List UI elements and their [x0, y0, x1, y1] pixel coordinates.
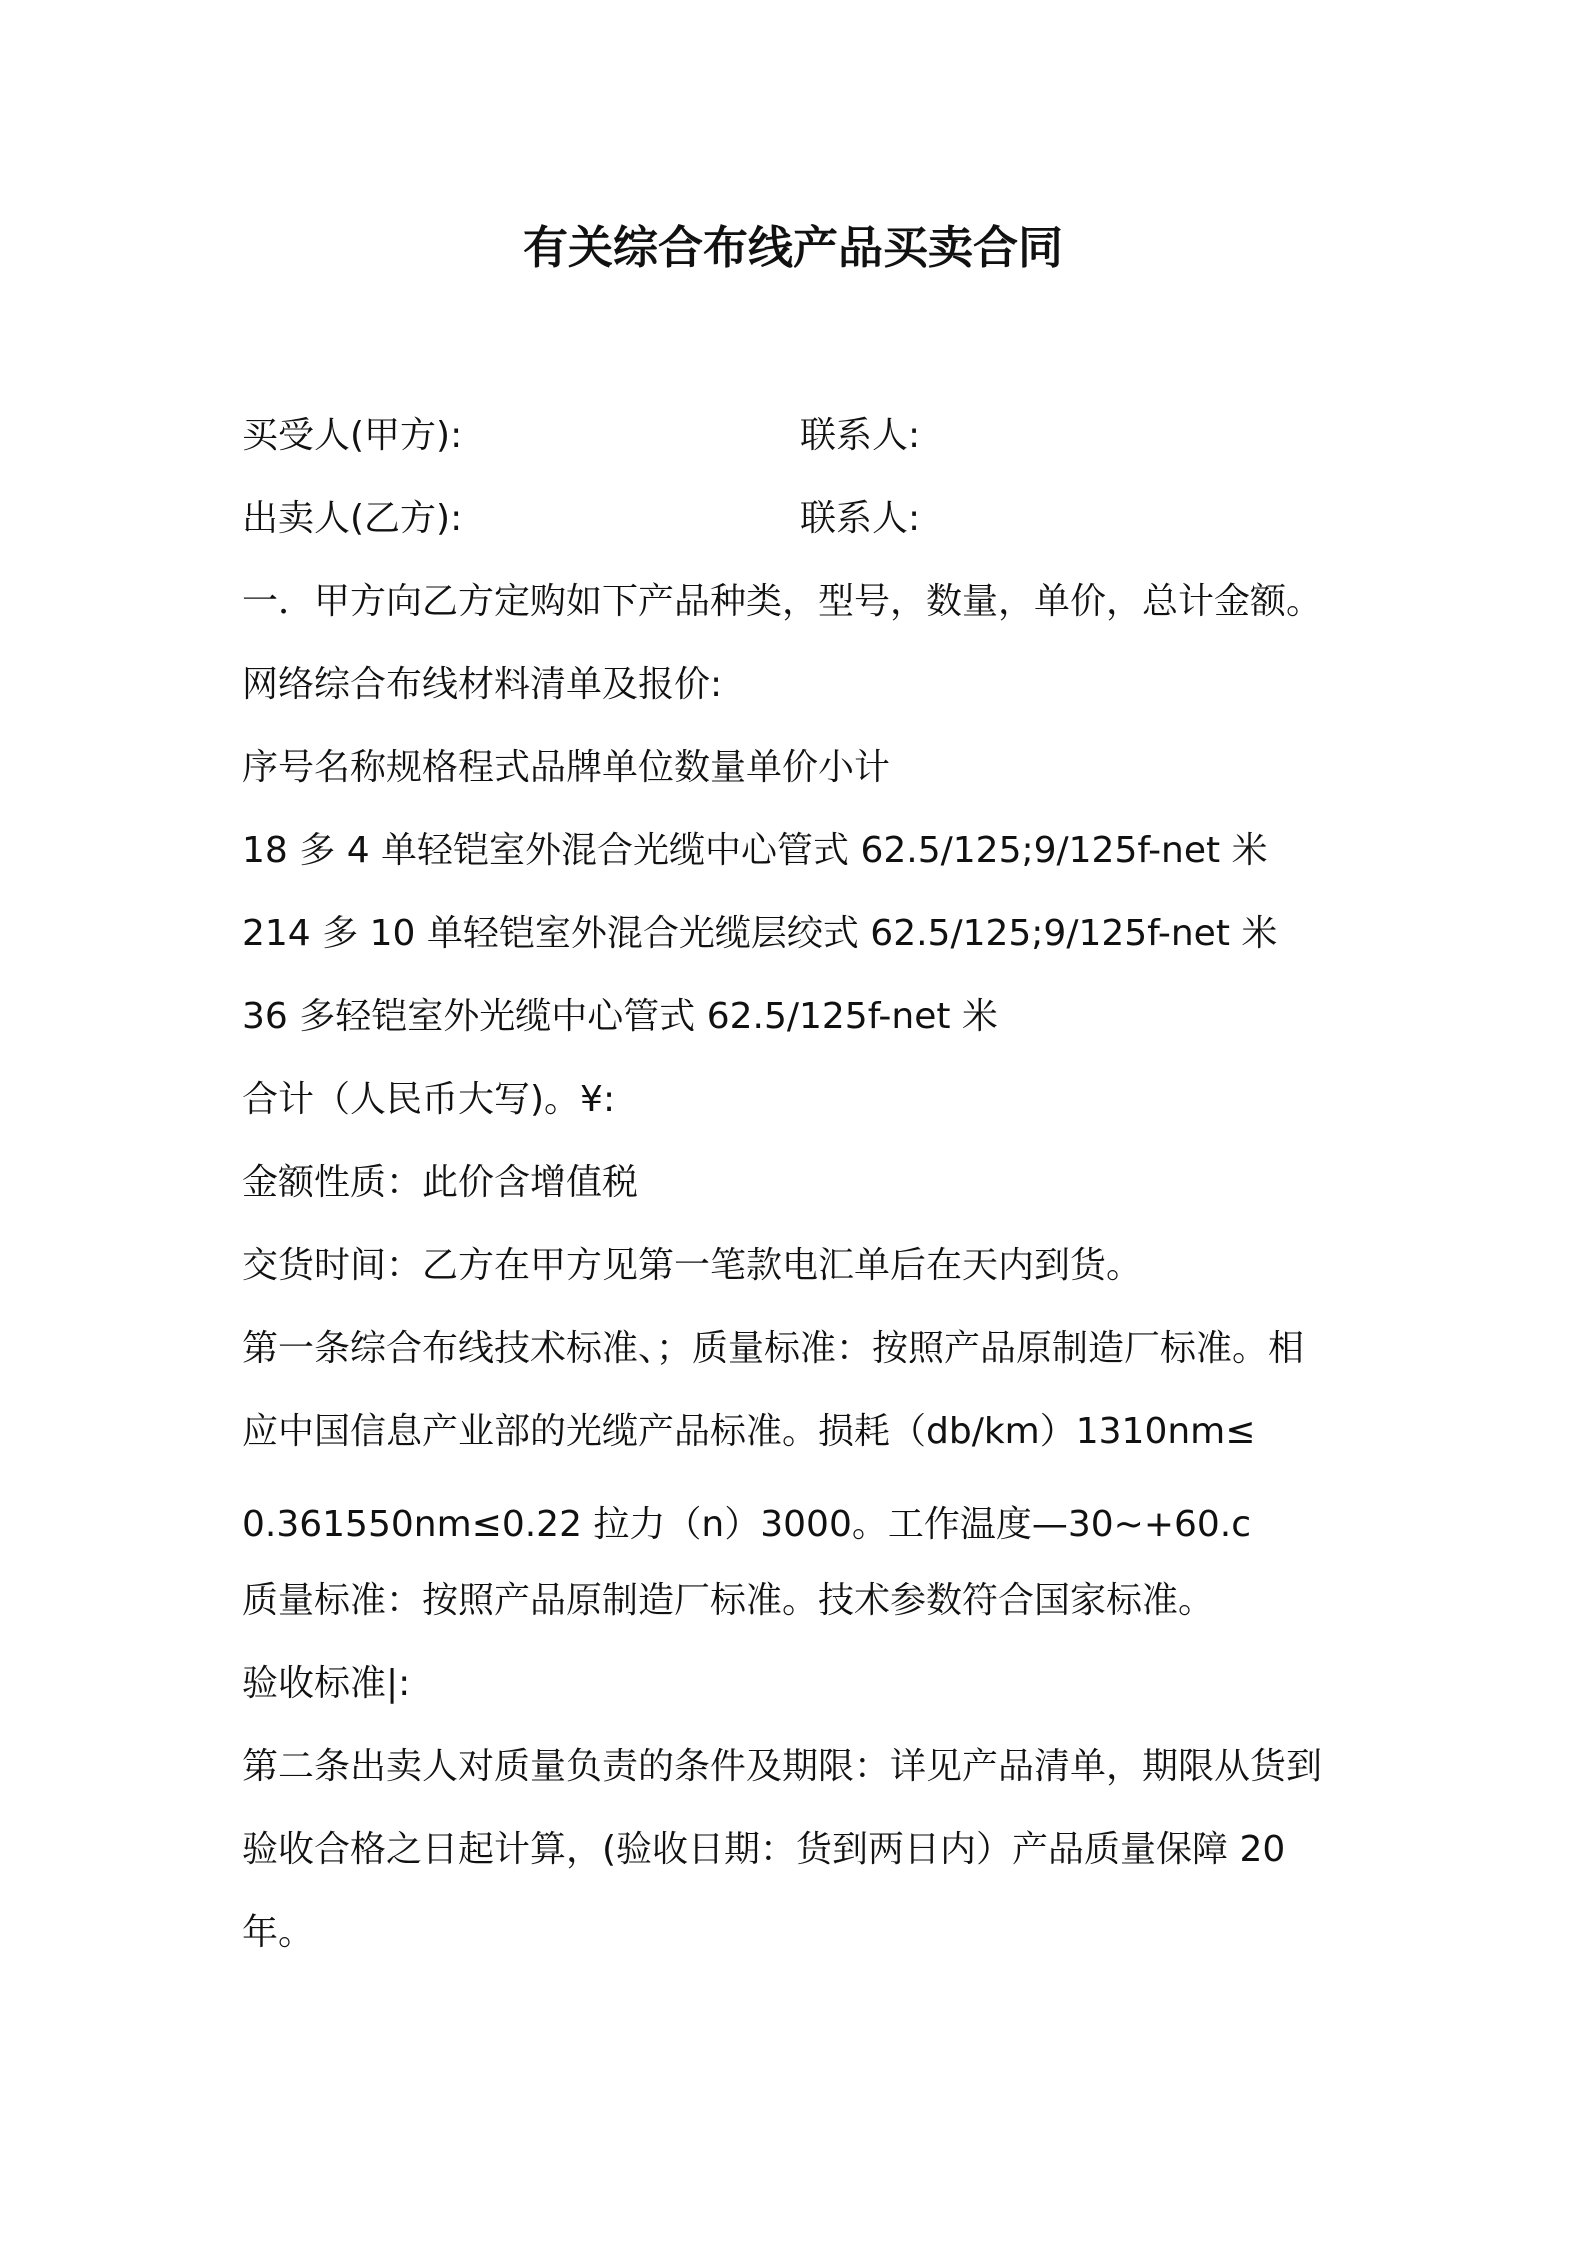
- buyer-label: 买受人(甲方):: [242, 415, 463, 456]
- article-two-line-1: 第二条出卖人对质量负责的条件及期限：详见产品清单，期限从货到: [242, 1746, 1323, 1787]
- contract-title: 有关综合布线产品买卖合同: [522, 221, 1063, 274]
- material-list-heading: 网络综合布线材料清单及报价:: [242, 664, 723, 705]
- article-two-line-3: 年。: [242, 1912, 315, 1953]
- article-one-line-1: 第一条综合布线技术标准、；质量标准：按照产品原制造厂标准。相: [242, 1328, 1305, 1369]
- item-line-1: 18 多 4 单轻铠室外混合光缆中心管式 62.5/125;9/125f-net 米: [242, 830, 1268, 871]
- delivery-time-line: 交货时间：乙方在甲方见第一笔款电汇单后在天内到货。: [242, 1245, 1143, 1286]
- item-line-2: 214 多 10 单轻铠室外混合光缆层绞式 62.5/125;9/125f-net 米: [242, 913, 1278, 954]
- article-one-line-3: 0.361550nm≤0.22 拉力（n）3000。工作温度—30~+60.c: [242, 1504, 1252, 1545]
- article-two-line-2: 验收合格之日起计算，(验收日期：货到两日内）产品质量保障 20: [242, 1829, 1286, 1870]
- table-header-line: 序号名称规格程式品牌单位数量单价小计: [242, 747, 891, 788]
- article-one-line-2: 应中国信息产业部的光缆产品标准。损耗（db/km）1310nm≤: [242, 1411, 1256, 1452]
- total-line: 合计（人民币大写)。¥:: [242, 1079, 616, 1120]
- acceptance-standard-line: 验收标准|:: [242, 1663, 411, 1704]
- clause-one-intro: 一．甲方向乙方定购如下产品种类，型号，数量，单价，总计金额。: [242, 581, 1323, 622]
- buyer-contact-label: 联系人:: [800, 415, 921, 456]
- seller-label: 出卖人(乙方):: [242, 498, 463, 539]
- amount-nature-line: 金额性质：此价含增值税: [242, 1162, 639, 1203]
- item-line-3: 36 多轻铠室外光缆中心管式 62.5/125f-net 米: [242, 996, 998, 1037]
- quality-standard-line: 质量标准：按照产品原制造厂标准。技术参数符合国家标准。: [242, 1580, 1215, 1621]
- seller-contact-label: 联系人:: [800, 498, 921, 539]
